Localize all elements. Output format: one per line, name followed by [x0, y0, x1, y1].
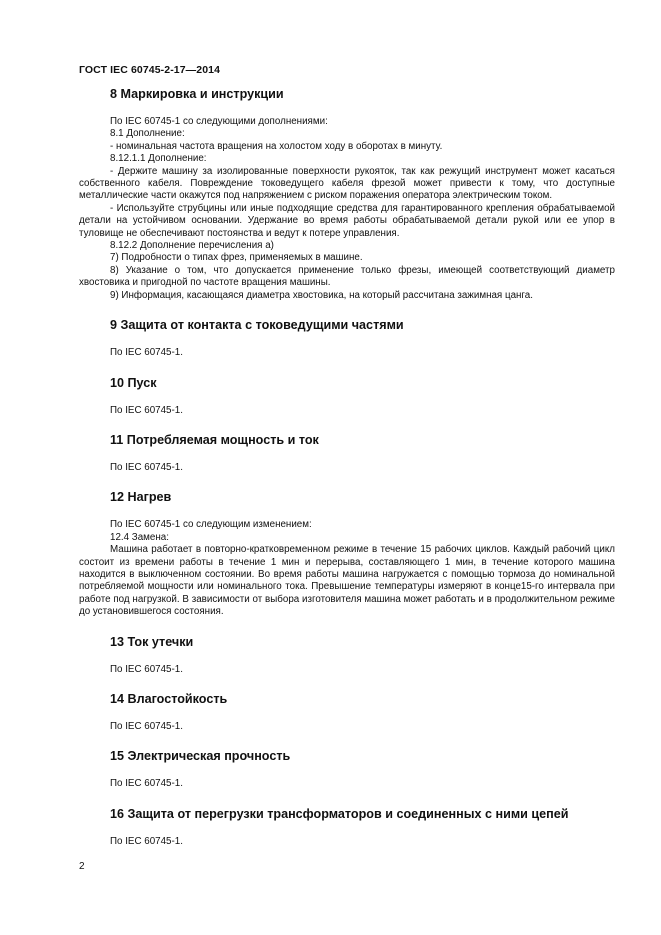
paragraph: По IEC 60745-1. [110, 835, 183, 847]
paragraph: 12.4 Замена: [110, 531, 169, 543]
paragraph: - Держите машину за изолированные поверхности рукояток, так как режущий инструмент может касаться собственного кабеля. Повреждение токоведущего кабеля фрезой может привести к тому, что доступные металлические части окажутся под напряжением с риском поражения оператора электрическим током. [79, 165, 615, 202]
paragraph: По IEC 60745-1. [110, 461, 183, 473]
section-12 [79, 489, 615, 618]
section-14 [79, 691, 615, 733]
page-number: 2 [79, 861, 85, 872]
section-title: 9 Защита от контакта с токоведущими частями [110, 318, 404, 333]
paragraph: 8) Указание о том, что допускается применение только фрезы, имеющей соответствующий диаметр хвостовика и пригодной по частоте вращения машины. [79, 264, 615, 289]
document-body [79, 86, 615, 863]
document-code-header: ГОСТ IEC 60745-2-17—2014 [79, 64, 221, 76]
paragraph: 7) Подробности о типах фрез, применяемых в машине. [110, 252, 363, 264]
section-title: 15 Электрическая прочность [110, 749, 291, 764]
paragraph: По IEC 60745-1 со следующим изменением: [110, 519, 312, 531]
paragraph: По IEC 60745-1. [110, 347, 183, 359]
section-title: 8 Маркировка и инструкции [110, 87, 284, 101]
paragraph: 8.12.1.1 Дополнение: [110, 153, 207, 165]
paragraph: Машина работает в повторно-кратковременном режиме в течение 15 рабочих циклов. Каждый рабочий цикл состоит из времени работы в течение 1 мин и перерыва, составляющего 1 мин, в течение которого машина находится в выключенном состоянии. Во время работы машина нагружается с помощью тормоза до номинальной потребляемой мощности или номинального тока. Превышение температуры измеряют в конце15-го интервала при работе под нагрузкой. В зависимости от выбора изготовителя машина может работать и в продолжительном режиме до установившегося состояния. [79, 544, 615, 618]
paragraph: 9) Информация, касающаяся диаметра хвостовика, на который рассчитана зажимная цанга. [110, 289, 533, 301]
section-11 [79, 432, 615, 474]
paragraph: 8.1 Дополнение: [110, 128, 185, 140]
paragraph: 8.12.2 Дополнение перечисления а) [110, 240, 274, 252]
paragraph: По IEC 60745-1. [110, 663, 183, 675]
section-title: 11 Потребляемая мощность и ток [110, 432, 319, 447]
section-8 [79, 86, 615, 302]
section-9 [79, 317, 615, 359]
section-title: 12 Нагрев [110, 490, 172, 505]
section-title: 13 Ток утечки [110, 634, 194, 649]
paragraph: - номинальная частота вращения на холостом ходу в оборотах в минуту. [110, 140, 443, 152]
section-16 [79, 806, 615, 848]
section-title: 16 Защита от перегрузки трансформаторов и соединенных с ними цепей [110, 806, 569, 821]
paragraph: По IEC 60745-1. [110, 778, 183, 790]
section-title: 14 Влагостойкость [110, 691, 228, 706]
section-13 [79, 634, 615, 676]
paragraph: По IEC 60745-1 со следующими дополнениями: [110, 116, 328, 127]
paragraph: - Используйте струбцины или иные подходящие средства для гарантированного крепления обрабатываемой детали на устойчивом основании. Удержание во время работы обрабатываемой детали рукой или ее упор в туловище не обеспечивают постоянства и ведут к потере управления. [79, 202, 615, 239]
section-15 [79, 748, 615, 790]
paragraph: По IEC 60745-1. [110, 720, 183, 732]
section-10 [79, 375, 615, 417]
section-title: 10 Пуск [110, 375, 157, 390]
paragraph: По IEC 60745-1. [110, 404, 183, 416]
